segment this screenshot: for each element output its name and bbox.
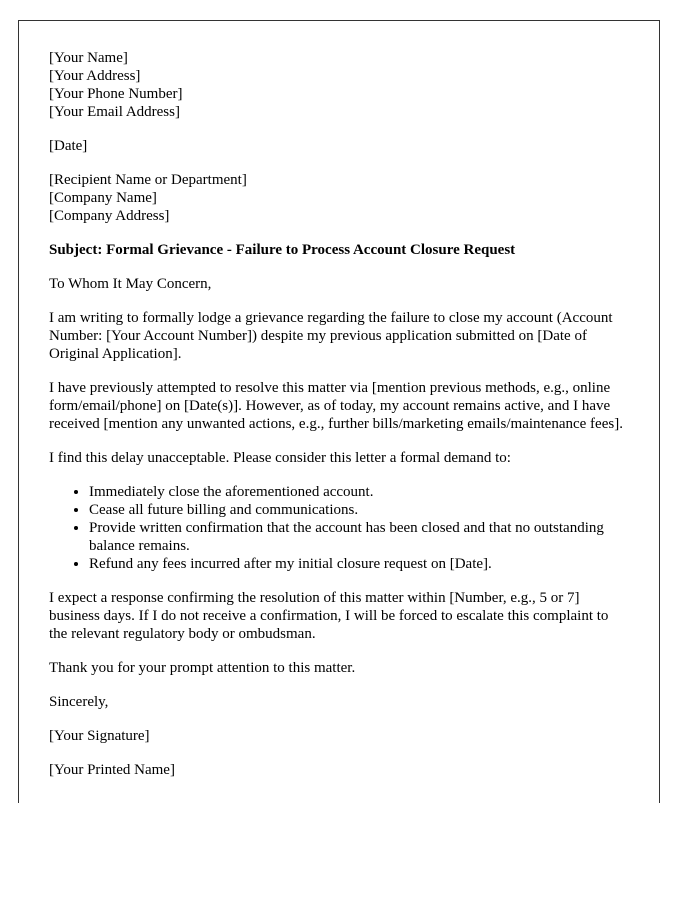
list-item: • Refund any fees incurred after my initial closure request on [Date].: [89, 555, 629, 573]
letter-page: [18, 20, 660, 803]
signature: [Your Signature]: [49, 728, 150, 744]
sender-phone: [Your Phone Number]: [49, 86, 183, 102]
letter-date: [Date]: [49, 138, 88, 154]
body-paragraph: I have previously attempted to resolve this matter via [mention previous methods, e.g., online form/email/phone] on [Date(s)]. However, as of today, my account remains active, and I have received [mention any unwanted actions, e.g., further bills/marketing emails/maintenance fees].: [49, 380, 623, 432]
subject-line: Subject: Formal Grievance - Failure to Process Account Closure Request: [49, 242, 516, 258]
salutation: To Whom It May Concern,: [49, 276, 212, 292]
body-paragraph: I am writing to formally lodge a grievance regarding the failure to close my account (Account Number: [Your Account Number]) despite my previous application submitted on [Date of Original Application].: [49, 310, 613, 362]
recipient-address: [Company Address]: [49, 208, 170, 224]
list-item: • Provide written confirmation that the account has been closed and that no outstanding balance remains.: [89, 519, 629, 555]
recipient-block: [49, 171, 629, 225]
sender-name: [Your Name]: [49, 50, 128, 66]
signoff: Sincerely,: [49, 694, 109, 710]
sender-address: [Your Address]: [49, 68, 141, 84]
list-item: • Immediately close the aforementioned account.: [89, 483, 629, 501]
sender-block: [49, 49, 629, 121]
printed-name: [Your Printed Name]: [49, 762, 175, 778]
recipient-name: [Recipient Name or Department]: [49, 172, 247, 188]
body-paragraph: Thank you for your prompt attention to this matter.: [49, 660, 356, 676]
body-paragraph: I expect a response confirming the resolution of this matter within [Number, e.g., 5 or 7] business days. If I do not receive a confirmation, I will be forced to escalate this complaint to the relevant regulatory body or ombudsman.: [49, 590, 609, 642]
recipient-company: [Company Name]: [49, 190, 157, 206]
body-paragraph: I find this delay unacceptable. Please consider this letter a formal demand to:: [49, 450, 511, 466]
sender-email: [Your Email Address]: [49, 104, 180, 120]
demands-list: [49, 483, 629, 573]
list-item: • Cease all future billing and communications.: [89, 501, 629, 519]
